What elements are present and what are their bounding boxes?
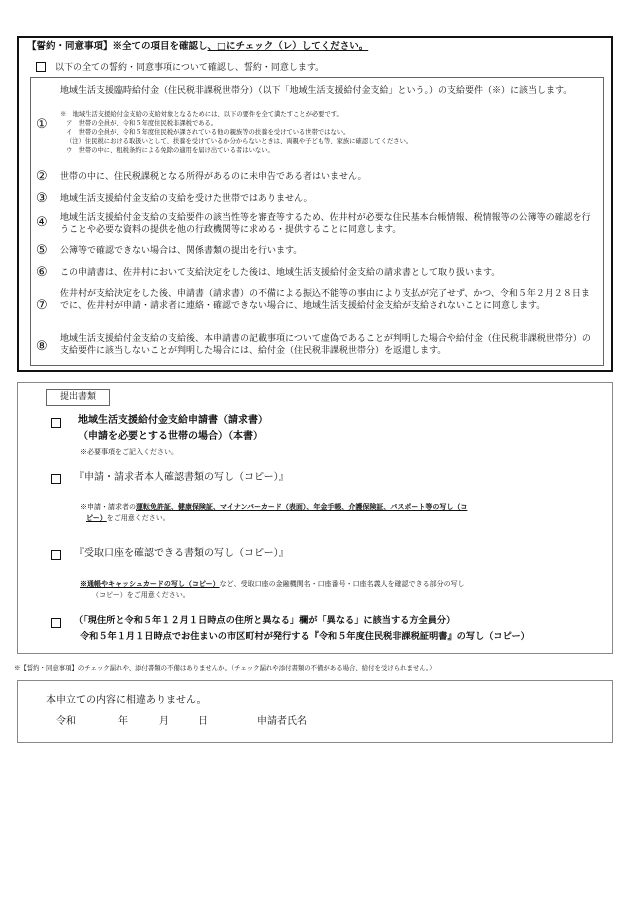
item-text: この申請書は、佐井村において支給決定をした後は、地域生活支援給付金支給の請求書として取り扱います。 (60, 268, 501, 278)
doc1-note: ※必要事項をご記入ください。 (80, 448, 178, 456)
footnote: ※【誓約・同意事項】のチェック漏れや、添付書類の不備はありませんか。（チェック漏れや添付書類の不備がある場合、給付を受けられません。） (14, 664, 436, 672)
month-label: 月 (159, 716, 169, 727)
doc3-checkbox[interactable] (51, 550, 61, 560)
item-note: イ 世帯の全員が、令和５年度住民税が課されている他の親族等の扶養を受けている世帯ではない。 (66, 129, 350, 136)
confirmation-section (17, 680, 613, 743)
doc3-note-cont: （コピー）をご用意ください。 (92, 591, 190, 599)
doc1-title: 地域生活支援給付金支給申請書（請求書） (78, 415, 268, 426)
agree-all-label: 以下の全ての誓約・同意事項について確認し、誓約・同意します。 (55, 63, 325, 73)
doc4-checkbox[interactable] (51, 618, 61, 628)
item-text: 地域生活支援給付金支給の支給を受けた世帯ではありません。 (60, 194, 313, 204)
item-text: 佐井村が支給決定をした後、申請書（請求書）の不備による振込不能等の事由により支払が完了せず、かつ、令和５年２月２８日までに、佐井村が申請・請求者に連絡・確認できない場合に、地域生活支援給付金支給が支給されないことに同意します。 (60, 289, 590, 311)
doc3-note: ※通帳やキャッシュカードの写し（コピー）など、受取口座の金融機関名・口座番号・口座名義人を確認できる部分の写し (80, 579, 465, 588)
confirmation-text: 本申立ての内容に相違ありません。 (46, 695, 207, 706)
doc4-title: （「現住所と令和５年１２月１日時点の住所と異なる」欄が「異なる」に該当する方全員分） (74, 615, 456, 626)
year-label: 年 (118, 716, 128, 727)
doc3-title: 『受取口座を確認できる書類の写し（コピー）』 (74, 548, 289, 559)
day-label: 日 (198, 716, 208, 727)
item-number: ③ (36, 191, 48, 206)
agree-all-checkbox[interactable] (36, 62, 46, 72)
item-text: 地域生活支援臨時給付金（住民税非課税世帯分）（以下「地域生活支援給付金支給」という。）の支給要件（※）に該当します。 (60, 86, 573, 96)
applicant-name-label: 申請者氏名 (257, 716, 307, 727)
pledge-header: 【誓約・同意事項】※全ての項目を確認し、□にチェック（レ）してください。 (27, 41, 369, 52)
item-note: （注）住民税における取扱いとして、扶養を受けているか分からないときは、両親や子ども等、家族に確認してください。 (66, 138, 413, 145)
doc1-subtitle: （申請を必要とする世帯の場合）（本書） (78, 431, 263, 442)
item-number: ④ (36, 215, 48, 230)
item-note: ア 世帯の全員が、令和５年度住民税非課税である。 (66, 120, 218, 127)
item-note: ※ 地域生活支援給付金支給の支給対象となるためには、以下の要件を全て満たすことが必要です。 (60, 111, 343, 118)
doc2-note-cont: ピー）をご用意ください。 (86, 513, 170, 522)
item-number: ⑤ (36, 243, 48, 258)
item-text: 公簿等で確認できない場合は、関係書類の提出を行います。 (60, 246, 303, 256)
documents-tag: 提出書類 (46, 389, 110, 406)
item-number: ⑧ (36, 339, 48, 354)
item-text: 地域生活支援給付金支給の支給要件の該当性等を審査等するため、佐井村が必要な住民基本台帳情報、税情報等の公簿等の確認を行うことや必要な資料の提供を他の行政機関等に求める・提供することに同意します。 (60, 213, 591, 235)
item-text: 世帯の中に、住民税課税となる所得があるのに未申告である者はいません。 (60, 172, 367, 182)
doc2-checkbox[interactable] (51, 474, 61, 484)
item-number: ① (36, 117, 48, 132)
item-number: ② (36, 169, 48, 184)
item-number: ⑥ (36, 265, 48, 280)
doc2-note: ※申請・請求者の運転免許証、健康保険証、マイナンバーカード（表面）、年金手帳、介護保険証、パスポート等の写し（コ (80, 502, 468, 511)
item-note: ウ 世帯の中に、租税条約による免除の適用を届け出ている者はいない。 (66, 147, 274, 154)
doc4-subtitle: 令和５年１月１日時点でお住まいの市区町村が発行する『令和５年度住民税非課税証明書』の写し（コピー） (80, 631, 530, 642)
doc1-checkbox[interactable] (51, 418, 61, 428)
item-number: ⑦ (36, 298, 48, 313)
era-label: 令和 (56, 716, 76, 727)
doc2-title: 『申請・請求者本人確認書類の写し（コピー）』 (74, 472, 289, 483)
item-text: 地域生活支援給付金支給の支給後、本申請書の記載事項について虚偽であることが判明した場合や給付金（住民税非課税世帯分）の支給要件に該当しないことが判明した場合には、給付金（住民税非課税世帯分）を返還します。 (60, 334, 591, 356)
